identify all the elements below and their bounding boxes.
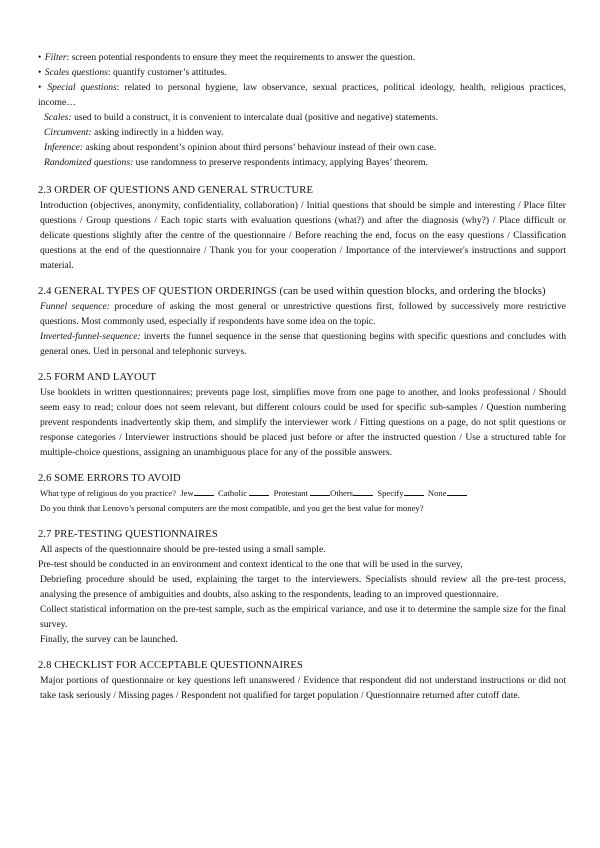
pretest-paragraph: All aspects of the questionnaire should be pre-tested using a small sample.: [40, 544, 326, 555]
paragraph-inverted-funnel: [38, 329, 566, 359]
option-protestant: Protestant: [273, 488, 308, 498]
section-body-2-5: Use booklets in written questionnaires; prevents page lost, simplifies move from one page to another, and looks professional / Should seem easy to read; colour does not seem relevant, but different colours could be used for specific sub-samples / Question numbering prevent respondents inadvertently skip them, and simplify the interviewer work / Fitting questions on a page, do not split questions or response categories / Interviewer instructions should be placed just before or after the instructed question / Use a structured table for multiple-choice questions, assigning an unambiguous place for any of the possible answers.: [40, 387, 566, 458]
option-jew: Jew: [180, 488, 194, 498]
bullet-dot: •: [38, 67, 42, 78]
subitem-text: asking indirectly in a hidden way.: [91, 127, 224, 138]
subitem-circumvent: [38, 125, 566, 140]
pretest-paragraph: Pre-test should be conducted in an environment and context identical to the one that will be used in the survey,: [38, 559, 463, 570]
subitem-term: Randomized questions:: [44, 157, 134, 168]
subitem-text: used to build a construct, it is convenient to intercalate dual (positive and negative) statements.: [71, 112, 439, 123]
section-heading-2-5: 2.5 FORM AND LAYOUT: [38, 372, 157, 383]
subitem-randomized: [38, 155, 566, 170]
section-heading-2-8: 2.8 CHECKLIST FOR ACCEPTABLE QUESTIONNAIRES: [38, 660, 303, 671]
bullet-dot: •: [38, 52, 42, 63]
subitem-term: Inference:: [44, 142, 84, 153]
error-example-1: [38, 486, 566, 501]
bullet-text: : quantify customer’s attitudes.: [107, 67, 227, 78]
subitem-scales: [38, 110, 566, 125]
bullet-term: Filter: [44, 52, 67, 63]
section-heading-2-3: 2.3 ORDER OF QUESTIONS AND GENERAL STRUCTURE: [38, 185, 314, 196]
bullet-text: : screen potential respondents to ensure they meet the requirements to answer the question.: [66, 52, 416, 63]
answer-blank: [447, 486, 467, 496]
option-none: None: [427, 488, 447, 498]
answer-blank: [404, 486, 424, 496]
text-inverted-funnel: inverts the funnel sequence in the sense that questioning begins with specific questions and concludes with general ones. Ued in personal and telephonic surveys.: [40, 331, 566, 357]
section-heading-2-6: 2.6 SOME ERRORS TO AVOID: [38, 473, 181, 484]
paragraph-funnel-sequence: [38, 299, 566, 329]
term-funnel-sequence: Funnel sequence:: [40, 301, 110, 312]
special-subitem-list: [38, 110, 566, 170]
error-example-2: Do you think that Lenovo’s personal computers are the most compatible, and you get the best value for money?: [40, 503, 424, 513]
answer-blank: [249, 486, 269, 496]
pretest-paragraph: Finally, the survey can be launched.: [40, 634, 178, 645]
bullet-term: Special questions: [47, 82, 117, 93]
subitem-inference: [38, 140, 566, 155]
subitem-text: use randomness to preserve respondents intimacy, applying Bayes’ theorem.: [133, 157, 428, 168]
bullet-filter: [38, 50, 566, 65]
answer-blank: [310, 486, 330, 496]
text-funnel-sequence: procedure of asking the most general or unrestrictive questions first, followed by successively more restrictive questions. Most commonly used, especially if respondents have some idea on the topic.: [40, 301, 566, 327]
section-body-2-8: Major portions of questionnaire or key questions left unanswered / Evidence that respondent did not understand instructions or did not take task seriously / Missing pages / Respondent not qualified for target population / Questionnaire returned after cutoff date.: [40, 675, 566, 701]
pretest-paragraph: Debriefing procedure should be used, explaining the target to the interviewers. Specialists should review all the pre-test process, analysing the presence of ambiguities and doubts, also asking to the respondents, leading to an improved questionnaire.: [40, 574, 566, 600]
option-catholic: Catholic: [218, 488, 248, 498]
section-heading-2-4: 2.4 GENERAL TYPES OF QUESTION ORDERINGS (can be used within question blocks, and ordering the blocks): [38, 286, 546, 297]
pretest-paragraph: Collect statistical information on the pre-test sample, such as the empirical variance, and use it to determine the sample size for the final survey.: [40, 604, 566, 630]
subitem-term: Circumvent:: [44, 127, 92, 138]
question-text: What type of religious do you practice?: [40, 488, 177, 498]
answer-blank: [353, 486, 373, 496]
bullet-scales-questions: [38, 65, 566, 80]
subitem-term: Scales:: [44, 112, 72, 123]
intro-bullet-list: [38, 50, 566, 110]
option-others: Others: [330, 488, 354, 498]
option-specify: Specify: [377, 488, 404, 498]
section-body-2-3: Introduction (objectives, anonymity, confidentiality, collaboration) / Initial questions that should be simple and interesting / Place filter questions / Group questions / Each topic starts with evaluation questions (what?) and after the diagnosis (why?) / Place difficult or delicate questions slightly after the centre of the questionnaire / Before reaching the end, focus on the easy questions / Classification questions at the end of the questionnaire / Thank you for your cooperation / Importance of the interviewer's instructions and support material.: [40, 200, 566, 271]
answer-blank: [194, 486, 214, 496]
bullet-text: : related to personal hygiene, law observance, sexual practices, political ideology, health, religious practices, income…: [38, 82, 566, 108]
subitem-text: asking about respondent’s opinion about third persons’ behaviour instead of their own case.: [83, 142, 437, 153]
section-heading-2-7: 2.7 PRE-TESTING QUESTIONNAIRES: [38, 529, 218, 540]
bullet-dot: •: [38, 82, 42, 93]
term-inverted-funnel: Inverted-funnel-sequence:: [40, 331, 141, 342]
bullet-term: Scales questions: [44, 67, 108, 78]
bullet-special-questions: [38, 80, 566, 110]
